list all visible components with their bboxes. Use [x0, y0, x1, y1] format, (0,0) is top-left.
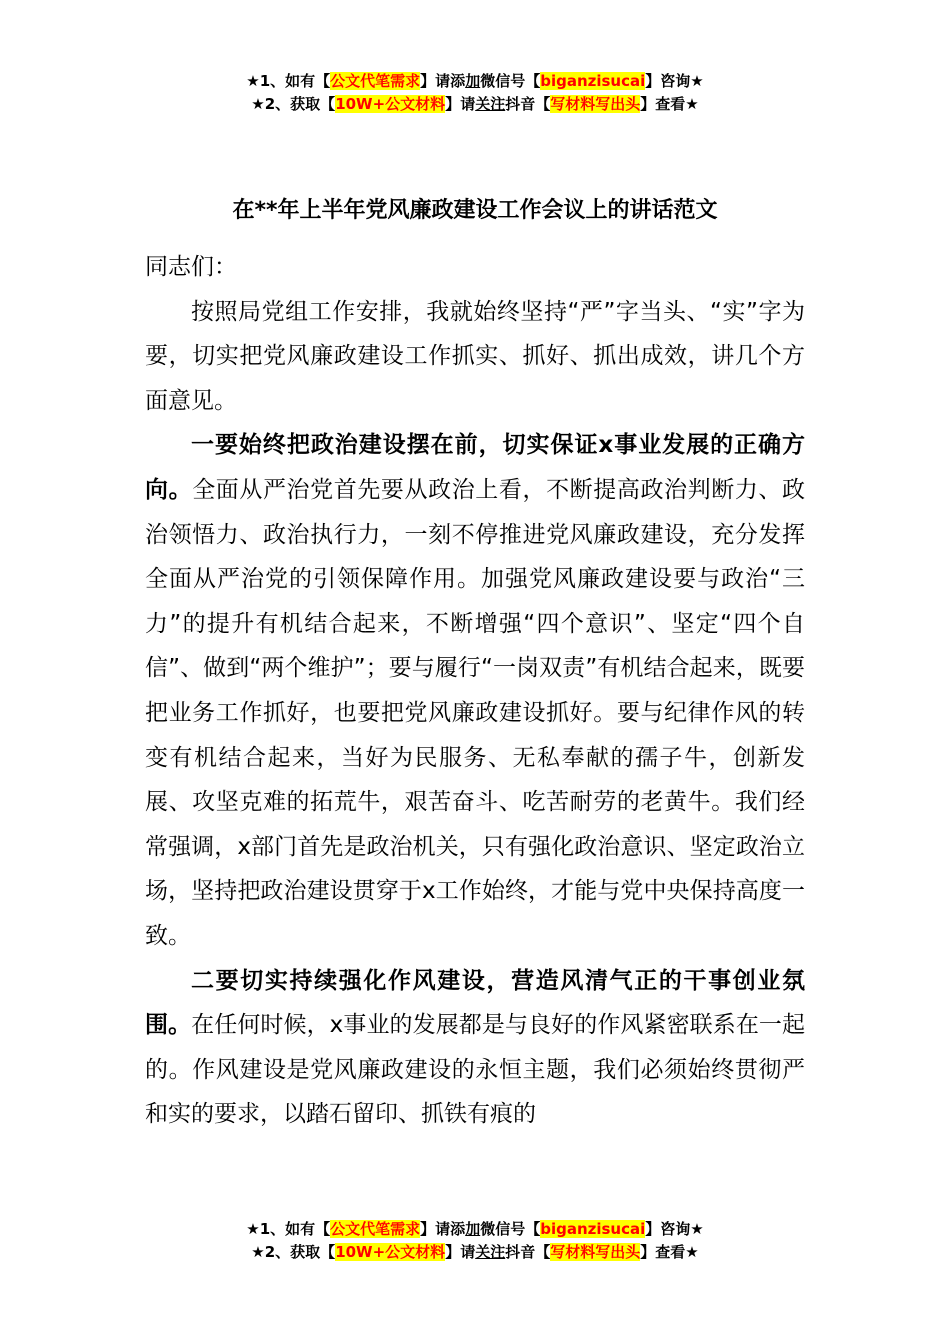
- banner-text: 】请添: [420, 72, 466, 90]
- banner-highlight: 公文代笔需求: [330, 72, 421, 90]
- banner-highlight: 10W+公文材料: [335, 1243, 446, 1261]
- banner-text: ★2、获取【: [251, 95, 336, 113]
- banner-underlined: 加: [465, 1220, 481, 1238]
- footer-banner: [0, 1218, 950, 1264]
- header-banner: [0, 70, 950, 116]
- section-2-paragraph: [145, 959, 805, 1137]
- page-title: 在**年上半年党风廉政建设工作会议上的讲话范文: [232, 198, 718, 223]
- banner-highlight: 写材料写出头: [550, 95, 641, 113]
- banner-highlight: 10W+公文材料: [335, 95, 446, 113]
- banner-text: 】请: [445, 95, 476, 113]
- banner-underlined: 加: [465, 72, 481, 90]
- section-1-heading: 一要始终把政治建设摆在前，切实保证x事业发展的正确方向。: [145, 432, 805, 503]
- banner-line-1: [0, 1218, 950, 1241]
- section-1-paragraph: [145, 423, 805, 958]
- section-2-text: 在任何时候，x事业的发展都是与良好的作风紧密联系在一起的。作风建设是党风廉政建设的永恒主题，我们必须始终贯彻严和实的要求，以踏石留印、抓铁有痕的: [145, 1012, 805, 1128]
- salutation: 同志们：: [145, 254, 237, 280]
- document-body: [145, 245, 805, 1137]
- banner-highlight: 写材料写出头: [550, 1243, 641, 1261]
- banner-text: 】查看★: [640, 1243, 699, 1261]
- banner-highlight: 公文代笔需求: [330, 1220, 421, 1238]
- banner-underlined: 关注: [475, 95, 506, 113]
- banner-line-2: [0, 93, 950, 116]
- banner-text: 抖音【: [505, 95, 551, 113]
- banner-text: 抖音【: [505, 1243, 551, 1261]
- banner-line-2: [0, 1241, 950, 1264]
- banner-text: 】咨询★: [645, 72, 704, 90]
- banner-text: 】咨询★: [645, 1220, 704, 1238]
- banner-text: 微信号【: [480, 72, 541, 90]
- intro-paragraph: 按照局党组工作安排，我就始终坚持“严”字当头、“实”字为要，切实把党风廉政建设工作抓实、抓好、抓出成效，讲几个方面意见。: [145, 298, 805, 414]
- banner-text: 】查看★: [640, 95, 699, 113]
- section-2-heading: 二要切实持续强化作风建设，营造风清气正的干事创业氛围。: [145, 967, 805, 1039]
- banner-line-1: [0, 70, 950, 93]
- banner-underlined: 关注: [475, 1243, 506, 1261]
- banner-text: 】请添: [420, 1220, 466, 1238]
- section-1-text: 全面从严治党首先要从政治上看，不断提高政治判断力、政治领悟力、政治执行力，一刻不停推进党风廉政建设，充分发挥全面从严治党的引领保障作用。加强党风廉政建设要与政治“三力”的提升有机结合起来，不断增强“四个意识”、坚定“四个自信”、做到“两个维护”；要与履行“一岗双责”有机结合起来，既要把业务工作抓好，也要把党风廉政建设抓好。要与纪律作风的转变有机结合起来，当好为民服务、无私奉献的孺子牛，创新发展、攻坚克难的拓荒牛，艰苦奋斗、吃苦耐劳的老黄牛。我们经常强调，x部门首先是政治机关，只有强化政治意识、坚定政治立场，坚持把政治建设贯穿于x工作始终，才能与党中央保持高度一致。: [145, 476, 806, 949]
- banner-highlight: biganzisucai: [540, 72, 646, 90]
- banner-text: ★2、获取【: [251, 1243, 336, 1261]
- banner-text: ★1、如有【: [246, 1220, 331, 1238]
- banner-text: 】请: [445, 1243, 476, 1261]
- banner-highlight: biganzisucai: [540, 1220, 646, 1238]
- banner-text: 微信号【: [480, 1220, 541, 1238]
- banner-text: ★1、如有【: [246, 72, 331, 90]
